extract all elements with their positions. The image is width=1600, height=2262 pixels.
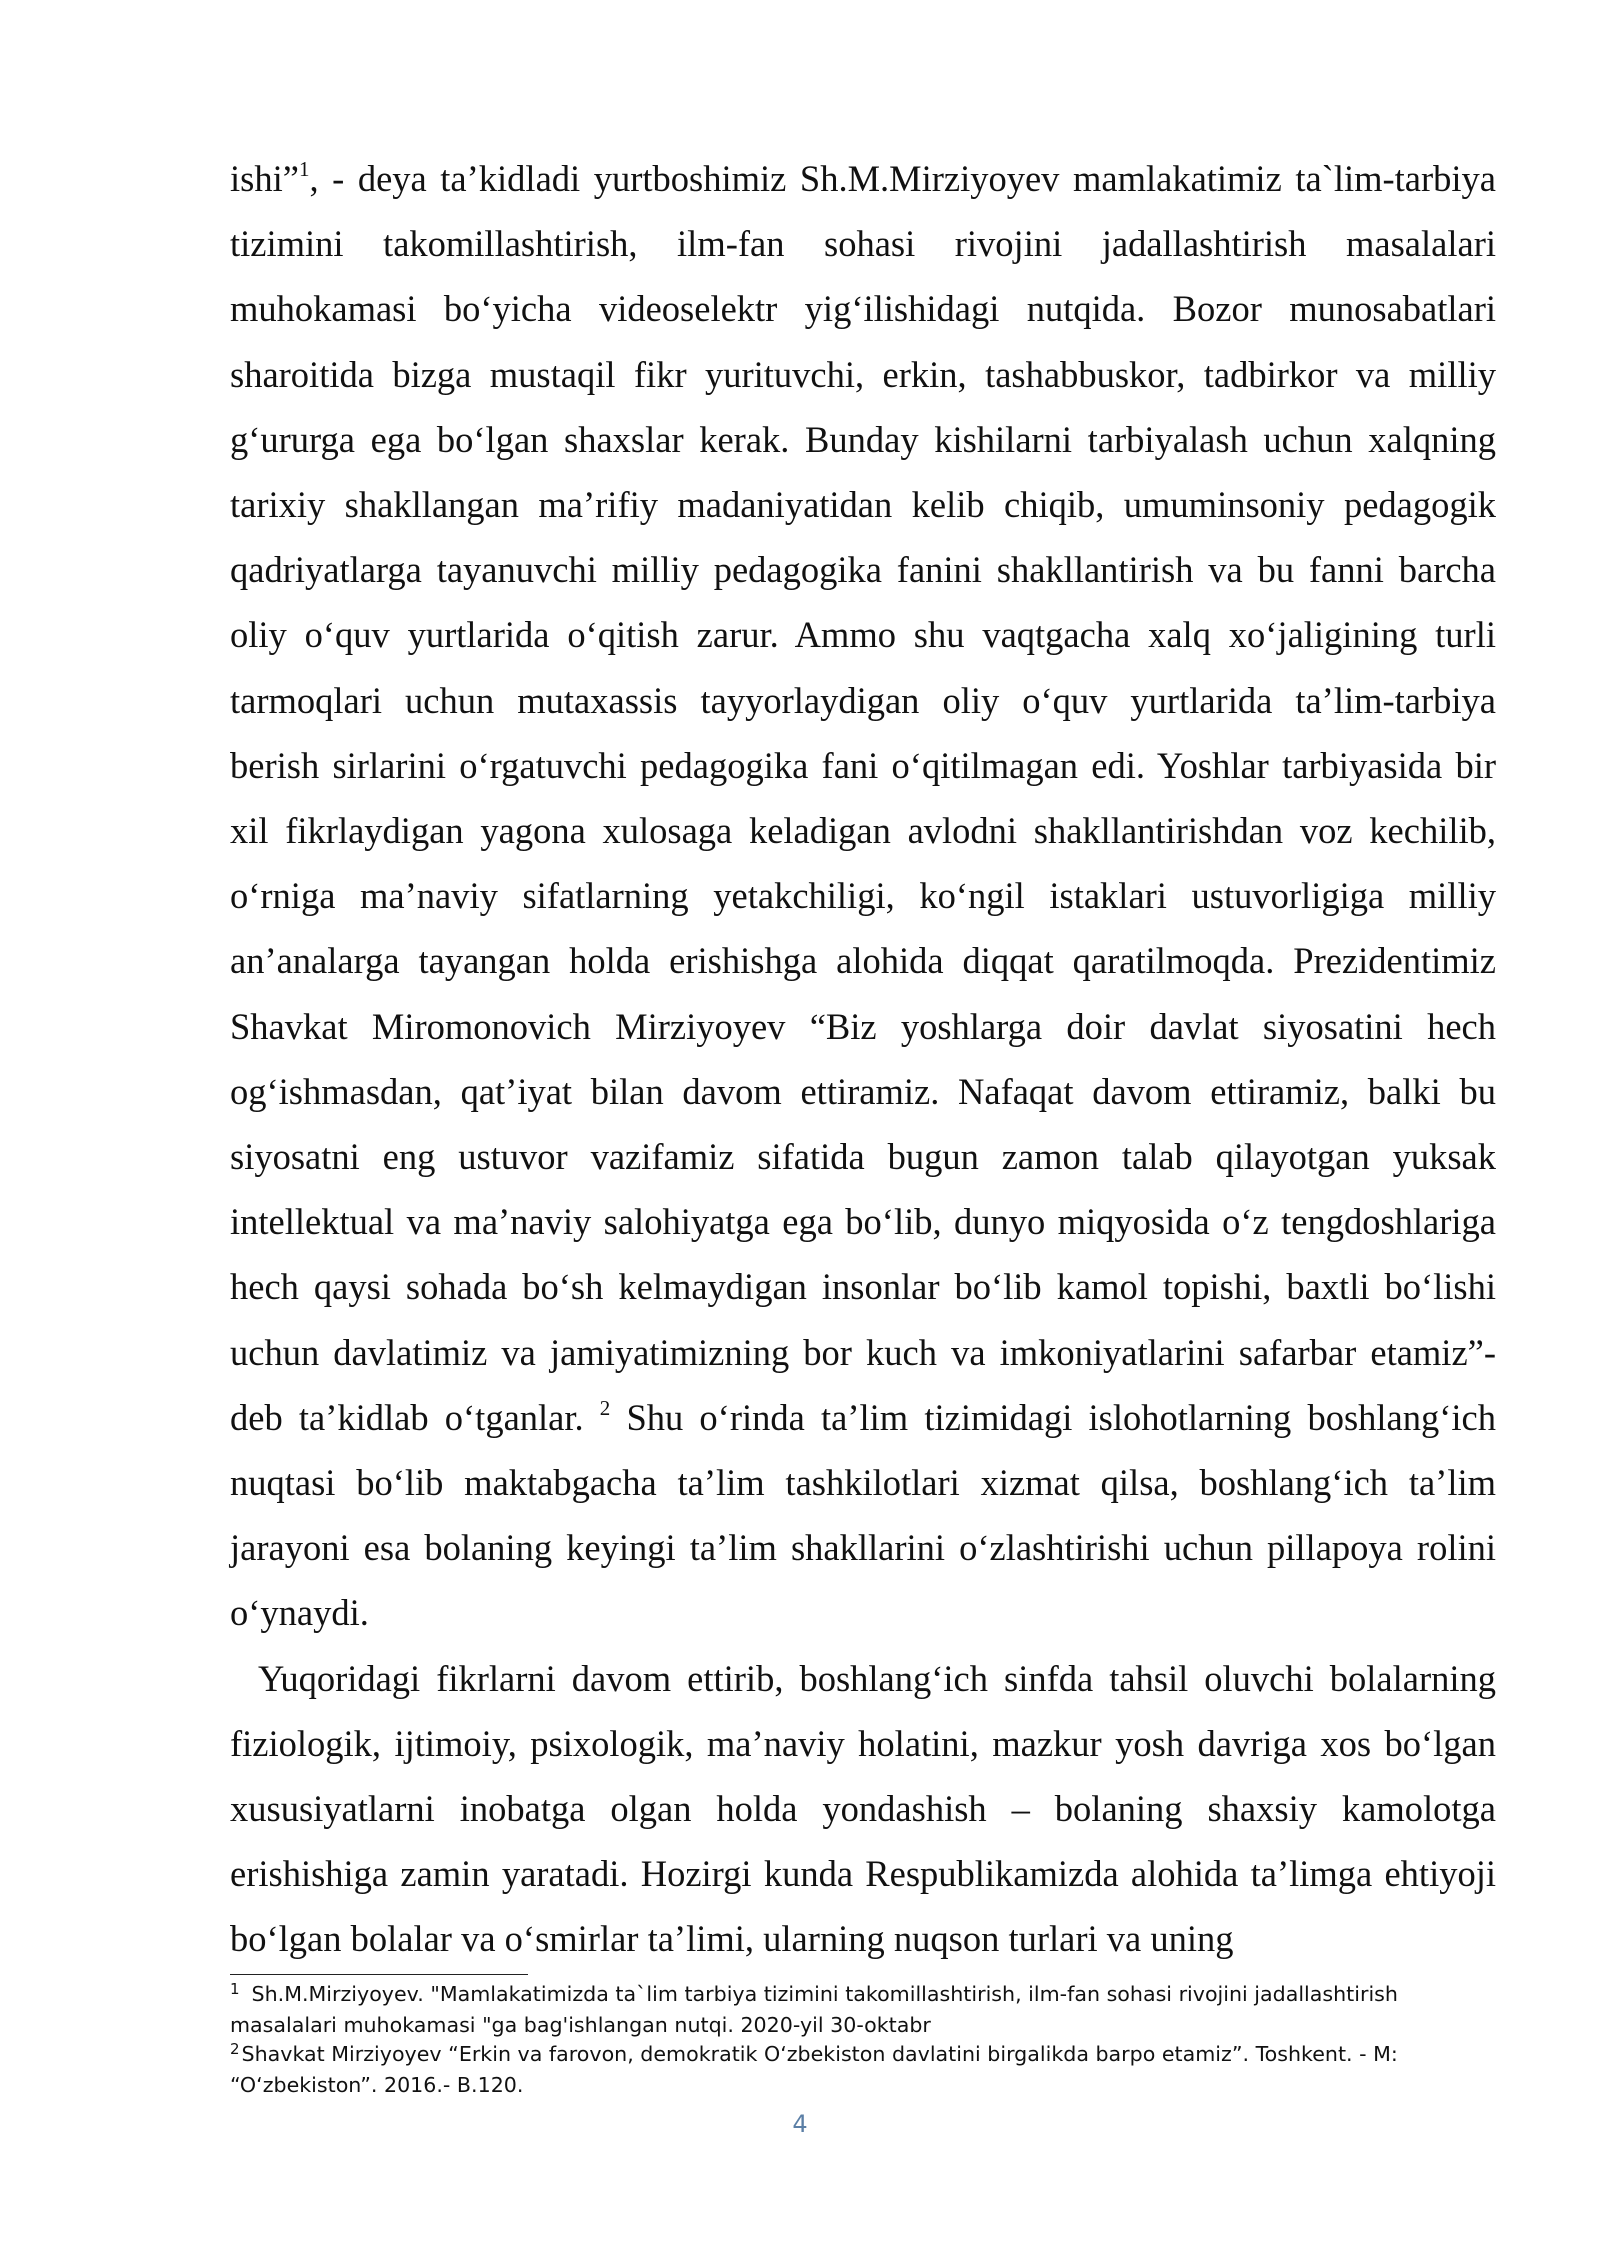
paragraph-1 [230, 146, 1496, 1646]
text-lead: ishi” [230, 158, 299, 199]
text-part-1: , - deya ta’kidladi yurtboshimiz Sh.M.Mirziyoyev mamlakatimiz ta`lim-tarbiya tizimini takomillashtirish, ilm-fan sohasi rivojini jadallashtirish masalalari muhokamasi bo‘yicha videoselektr yig‘ilishidagi nutqida. Bozor munosabatlari sharoitida bizga mustaqil fikr yurituvchi, erkin, tashabbuskor, tadbirkor va milliy g‘ururga ega bo‘lgan shaxslar kerak. Bunday kishilarni tarbiyalash uchun xalqning tarixiy shakllangan ma’rifiy madaniyatidan kelib chiqib, umuminsoniy pedagogik qadriyatlarga tayanuvchi milliy pedagogika fanini shakllantirish va bu fanni barcha oliy o‘quv yurtlarida o‘qitish zarur. Ammo shu vaqtgacha xalq xo‘jaligining turli tarmoqlari uchun mutaxassis tayyorlaydigan oliy o‘quv yurtlarida ta’lim-tarbiya berish sirlarini o‘rgatuvchi pedagogika fani o‘qitilmagan edi. Yoshlar tarbiyasida bir xil fikrlaydigan yagona xulosaga keladigan avlodni shakllantirishdan voz kechilib, o‘rniga ma’naviy sifatlarning yetakchiligi, ko‘ngil istaklari ustuvorligiga milliy an’analarga tayangan holda erishishga alohida diqqat qaratilmoqda. Prezidentimiz Shavkat Miromonovich Mirziyoyev “Biz yoshlarga doir davlat siyosatini hech og‘ishmasdan, qat’iyat bilan davom ettiramiz. Nafaqat davom ettiramiz, balki bu siyosatni eng ustuvor vazifamiz sifatida bugun zamon talab qilayotgan yuksak intellektual va ma’naviy salohiyatga ega bo‘lib, dunyo miqyosida o‘z tengdoshlariga hech qaysi sohada bo‘sh kelmaydigan insonlar bo‘lib kamol topishi, baxtli bo‘lishi uchun davlatimiz va jamiyatimizning bor kuch va imkoniyatlarini safarbar etamiz”-deb ta’kidlab o‘tganlar. [230, 158, 1496, 1438]
footnote-2 [230, 2040, 1496, 2100]
paragraph-2: Yuqoridagi fikrlarni davom ettirib, boshlang‘ich sinfda tahsil oluvchi bolalarning fiziologik, ijtimoiy, psixologik, ma’naviy holatini, mazkur yosh davriga xos bo‘lgan xususiyatlarni inobatga olgan holda yondashish – bolaning shaxsiy kamolotga erishishiga zamin yaratadi. Hozirgi kunda Respublikamizda alohida ta’limga ehtiyoji bo‘lgan bolalar va o‘smirlar ta’limi, ularning nuqson turlari va uning [230, 1657, 1496, 1960]
body-text [230, 146, 1496, 1972]
page-number: 4 [792, 2110, 808, 2138]
footnote-text-1: Sh.M.Mirziyoyev. "Mamlakatimizda ta`lim tarbiya tizimini takomillashtirish, ilm-fan sohasi rivojini jadallashtirish masalalari muhokamasi "ga bag'ishlangan nutqi. 2020-yil 30-oktabr [230, 1982, 1398, 2037]
footnote-ref-2[interactable]: 2 [599, 1395, 611, 1420]
footnote-mark-1: 1 [230, 1980, 240, 1998]
footnote-ref-1[interactable]: 1 [298, 157, 310, 181]
footnote-mark-2: 2 [230, 2040, 240, 2058]
footnote-separator [230, 1974, 528, 1975]
footnote-1 [230, 1980, 1496, 2040]
footnote-text-2: Shavkat Mirziyoyev “Erkin va farovon, demokratik O‘zbekiston davlatini birgalikda barpo etamiz”. Toshkent. - M: “O‘zbekiston”. 2016.- B.120. [230, 2042, 1398, 2097]
text-part-2: Shu o‘rinda ta’lim tizimidagi islohotlarning boshlang‘ich nuqtasi bo‘lib maktabgacha ta’lim tashkilotlari xizmat qilsa, boshlang‘ich ta’lim jarayoni esa bolaning keyingi ta’lim shakllarini o‘zlashtirishi uchun pillapoya rolini o‘ynaydi. [230, 1396, 1496, 1634]
footnotes [230, 1980, 1496, 2100]
